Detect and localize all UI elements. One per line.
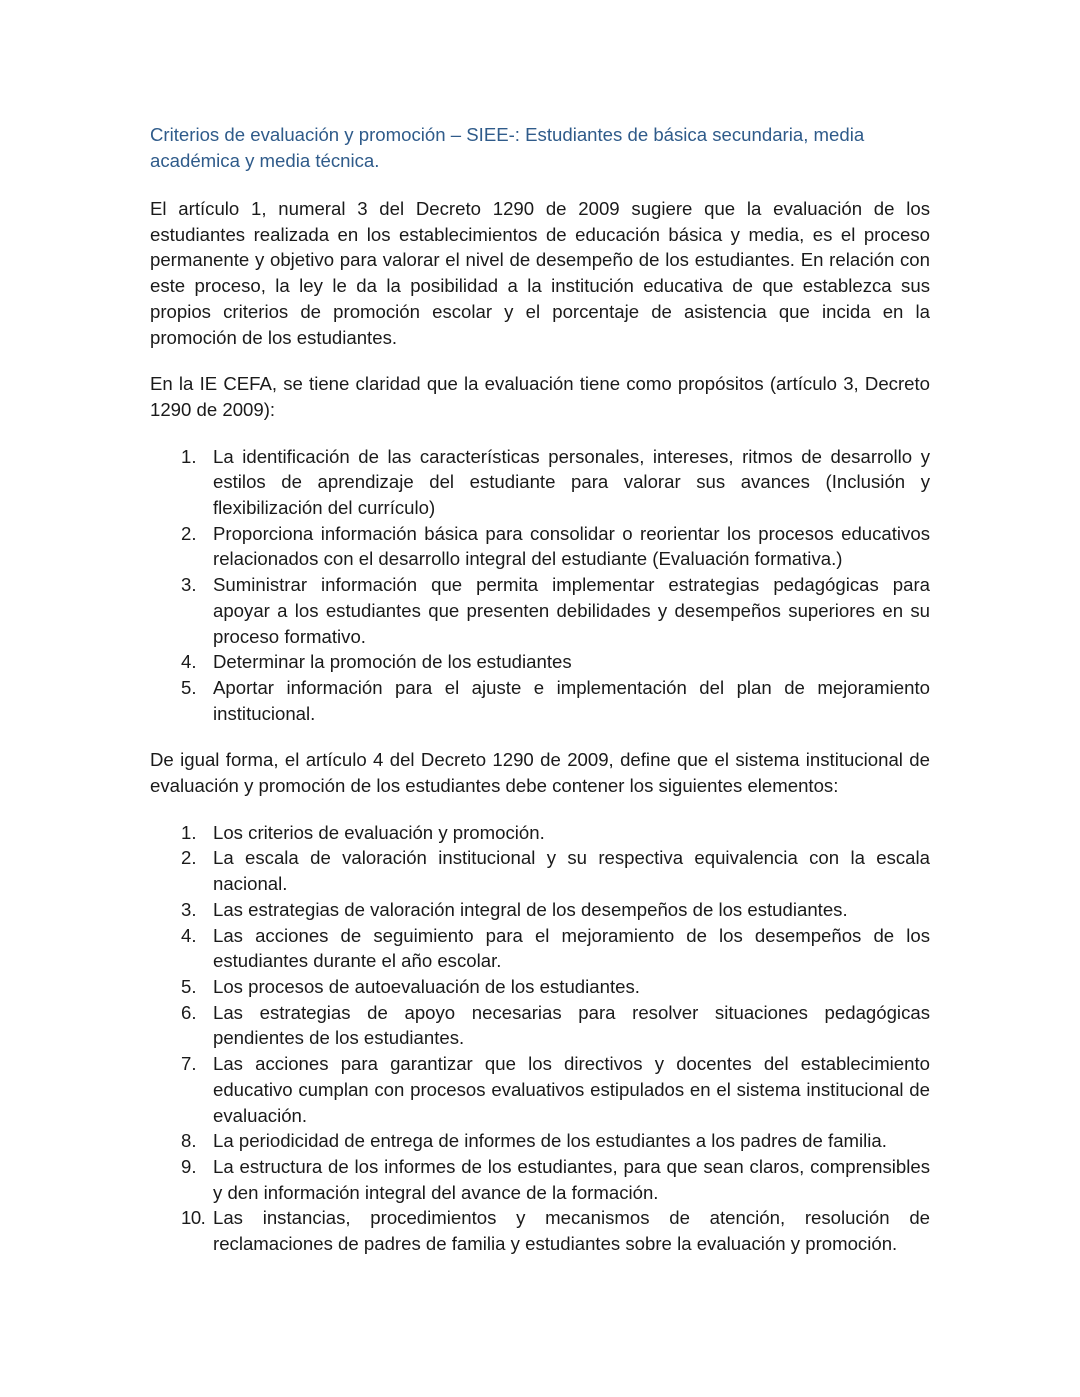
list-item-number: 10. — [181, 1207, 206, 1229]
list-item-number: 7. — [181, 1053, 197, 1075]
list-item-text: Determinar la promoción de los estudiantes — [213, 651, 572, 673]
list-item-number: 2. — [181, 847, 197, 869]
list-item — [150, 675, 930, 726]
list-item-number: 1. — [181, 821, 197, 843]
list-item-number: 5. — [181, 676, 197, 698]
list-item — [150, 1154, 930, 1205]
intro-paragraph: El artículo 1, numeral 3 del Decreto 1290 de 2009 sugiere que la evaluación de los estudiantes realizada en los establecimientos de educación básica y media, es el proceso permanente y objetivo para valorar el nivel de desempeño de los estudiantes. En relación con este proceso, la ley le da la posibilidad a la institución educativa de que establezca sus propios criterios de promoción escolar y el porcentaje de asistencia que incida en la promoción de los estudiantes. — [150, 198, 930, 348]
list-item-number: 3. — [181, 574, 197, 596]
list-item — [150, 1051, 930, 1128]
list-item — [150, 444, 930, 521]
list-item-text: Proporciona información básica para consolidar o reorientar los procesos educativos relacionados con el desarrollo integral del estudiante (Evaluación formativa.) — [213, 522, 930, 570]
section-heading: Criterios de evaluación y promoción – SIEE-: Estudiantes de básica secundaria, media académica y media técnica. — [150, 124, 865, 171]
list-item — [150, 521, 930, 572]
document-page — [150, 122, 930, 1257]
list-item-text: La periodicidad de entrega de informes de los estudiantes a los padres de familia. — [213, 1130, 887, 1152]
list-item-number: 3. — [181, 898, 197, 920]
list-item-text: Las estrategias de apoyo necesarias para resolver situaciones pedagógicas pendientes de los estudiantes. — [213, 1001, 930, 1049]
list-item-text: La identificación de las características personales, intereses, ritmos de desarrollo y estilos de aprendizaje del estudiante para valorar sus avances (Inclusión y flexibilización del currículo) — [213, 445, 930, 519]
list-item-text: Los criterios de evaluación y promoción. — [213, 821, 545, 843]
purposes-list — [150, 444, 930, 727]
list-item-text: Las instancias, procedimientos y mecanismos de atención, resolución de reclamaciones de padres de familia y estudiantes sobre la evaluación y promoción. — [213, 1207, 930, 1255]
list-item-number: 8. — [181, 1130, 197, 1152]
list-item-number: 6. — [181, 1001, 197, 1023]
list-item — [150, 572, 930, 649]
elements-list — [150, 820, 930, 1257]
list-item — [150, 974, 930, 1000]
list-item-number: 4. — [181, 651, 197, 673]
list-item-text: La estructura de los informes de los estudiantes, para que sean claros, comprensibles y den información integral del avance de la formación. — [213, 1155, 930, 1203]
list-item-text: Las acciones para garantizar que los directivos y docentes del establecimiento educativo cumplan con procesos evaluativos estipulados en el sistema institucional de evaluación. — [213, 1053, 930, 1126]
list-item-text: Aportar información para el ajuste e implementación del plan de mejoramiento institucional. — [213, 676, 930, 724]
purposes-intro-paragraph: En la IE CEFA, se tiene claridad que la evaluación tiene como propósitos (artículo 3, Decreto 1290 de 2009): — [150, 373, 930, 420]
list-item-number: 4. — [181, 924, 197, 946]
list-item-text: Los procesos de autoevaluación de los estudiantes. — [213, 975, 640, 997]
list-item-text: La escala de valoración institucional y su respectiva equivalencia con la escala nacional. — [213, 847, 930, 895]
list-item-number: 2. — [181, 522, 197, 544]
list-item — [150, 649, 930, 675]
elements-intro-paragraph: De igual forma, el artículo 4 del Decreto 1290 de 2009, define que el sistema institucional de evaluación y promoción de los estudiantes debe contener los siguientes elementos: — [150, 749, 930, 797]
list-item — [150, 820, 930, 846]
list-item — [150, 1000, 930, 1051]
list-item-text: Las acciones de seguimiento para el mejoramiento de los desempeños de los estudiantes durante el año escolar. — [213, 924, 930, 972]
list-item-number: 9. — [181, 1155, 197, 1177]
list-item — [150, 845, 930, 896]
list-item-text: Las estrategias de valoración integral de los desempeños de los estudiantes. — [213, 898, 848, 920]
list-item-number: 5. — [181, 975, 197, 997]
list-item-number: 1. — [181, 445, 197, 467]
list-item — [150, 1205, 930, 1256]
list-item — [150, 923, 930, 974]
list-item — [150, 897, 930, 923]
list-item-text: Suministrar información que permita implementar estrategias pedagógicas para apoyar a los estudiantes que presenten debilidades y desempeños superiores en su proceso formativo. — [213, 574, 930, 647]
list-item — [150, 1128, 930, 1154]
